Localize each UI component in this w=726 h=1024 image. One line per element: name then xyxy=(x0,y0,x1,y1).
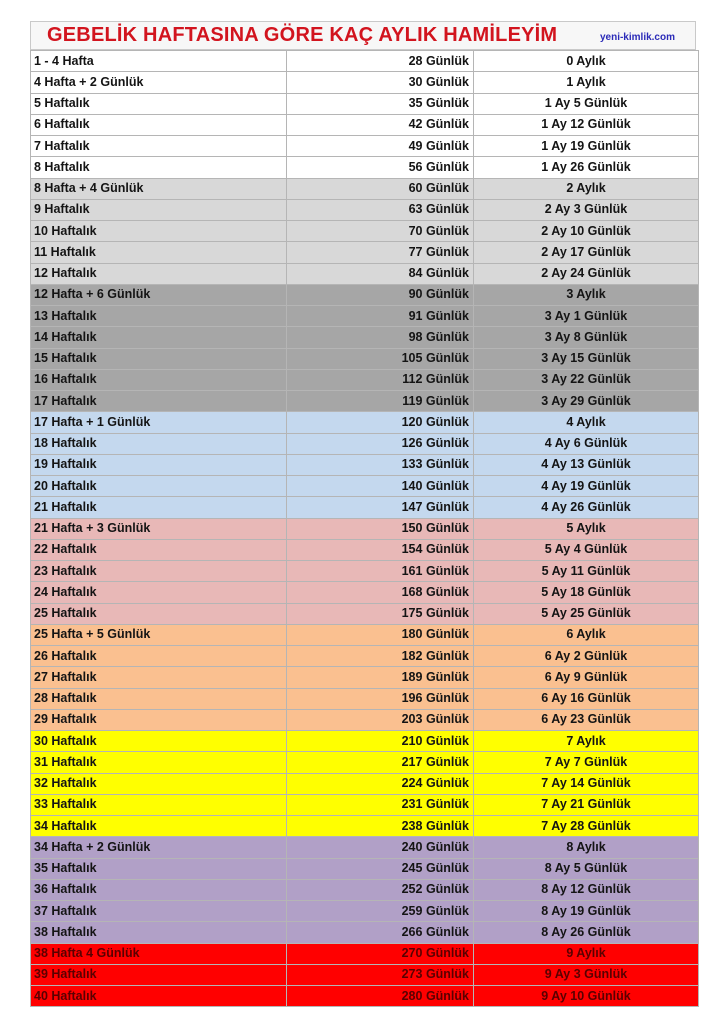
days-cell: 120 Günlük xyxy=(287,412,474,433)
table-row xyxy=(31,136,699,157)
table-title: GEBELİK HAFTASINA GÖRE KAÇ AYLIK HAMİLEYİM xyxy=(47,24,558,46)
table-row xyxy=(31,688,699,709)
months-cell: 6 Ay 16 Günlük xyxy=(474,688,699,709)
days-cell: 60 Günlük xyxy=(287,178,474,199)
days-cell: 224 Günlük xyxy=(287,773,474,794)
table-row xyxy=(31,667,699,688)
days-cell: 119 Günlük xyxy=(287,391,474,412)
table-row xyxy=(31,199,699,220)
week-cell: 15 Haftalık xyxy=(31,348,287,369)
week-cell: 13 Haftalık xyxy=(31,306,287,327)
table-row xyxy=(31,412,699,433)
months-cell: 1 Ay 5 Günlük xyxy=(474,93,699,114)
week-cell: 32 Haftalık xyxy=(31,773,287,794)
table-row xyxy=(31,922,699,943)
days-cell: 42 Günlük xyxy=(287,114,474,135)
table-row xyxy=(31,964,699,985)
week-cell: 34 Haftalık xyxy=(31,816,287,837)
week-cell: 20 Haftalık xyxy=(31,476,287,497)
days-cell: 180 Günlük xyxy=(287,624,474,645)
table-row xyxy=(31,858,699,879)
months-cell: 7 Ay 21 Günlük xyxy=(474,794,699,815)
week-cell: 5 Haftalık xyxy=(31,93,287,114)
week-cell: 38 Hafta 4 Günlük xyxy=(31,943,287,964)
week-cell: 23 Haftalık xyxy=(31,561,287,582)
days-cell: 154 Günlük xyxy=(287,539,474,560)
months-cell: 8 Ay 19 Günlük xyxy=(474,901,699,922)
week-cell: 19 Haftalık xyxy=(31,454,287,475)
week-cell: 7 Haftalık xyxy=(31,136,287,157)
months-cell: 7 Ay 7 Günlük xyxy=(474,752,699,773)
days-cell: 168 Günlük xyxy=(287,582,474,603)
months-cell: 2 Ay 10 Günlük xyxy=(474,221,699,242)
table-row xyxy=(31,901,699,922)
table-row xyxy=(31,306,699,327)
months-cell: 9 Ay 10 Günlük xyxy=(474,986,699,1007)
days-cell: 189 Günlük xyxy=(287,667,474,688)
table-row xyxy=(31,646,699,667)
months-cell: 3 Aylık xyxy=(474,284,699,305)
days-cell: 161 Günlük xyxy=(287,561,474,582)
table-header xyxy=(30,21,696,50)
months-cell: 8 Ay 12 Günlük xyxy=(474,879,699,900)
months-cell: 3 Ay 8 Günlük xyxy=(474,327,699,348)
week-cell: 28 Haftalık xyxy=(31,688,287,709)
days-cell: 35 Günlük xyxy=(287,93,474,114)
months-cell: 1 Ay 26 Günlük xyxy=(474,157,699,178)
table-row xyxy=(31,582,699,603)
week-cell: 31 Haftalık xyxy=(31,752,287,773)
table-row xyxy=(31,709,699,730)
table-row xyxy=(31,157,699,178)
months-cell: 1 Aylık xyxy=(474,72,699,93)
week-cell: 21 Hafta + 3 Günlük xyxy=(31,518,287,539)
table-row xyxy=(31,752,699,773)
months-cell: 6 Ay 23 Günlük xyxy=(474,709,699,730)
days-cell: 70 Günlük xyxy=(287,221,474,242)
table-row xyxy=(31,454,699,475)
months-cell: 3 Ay 1 Günlük xyxy=(474,306,699,327)
week-cell: 6 Haftalık xyxy=(31,114,287,135)
days-cell: 77 Günlük xyxy=(287,242,474,263)
table-row xyxy=(31,242,699,263)
months-cell: 0 Aylık xyxy=(474,51,699,72)
table-row xyxy=(31,624,699,645)
days-cell: 91 Günlük xyxy=(287,306,474,327)
week-cell: 25 Hafta + 5 Günlük xyxy=(31,624,287,645)
table-row xyxy=(31,369,699,390)
days-cell: 252 Günlük xyxy=(287,879,474,900)
table-row xyxy=(31,794,699,815)
days-cell: 63 Günlük xyxy=(287,199,474,220)
pregnancy-week-table xyxy=(30,50,699,1007)
days-cell: 150 Günlük xyxy=(287,518,474,539)
week-cell: 11 Haftalık xyxy=(31,242,287,263)
days-cell: 210 Günlük xyxy=(287,731,474,752)
table-row xyxy=(31,539,699,560)
days-cell: 280 Günlük xyxy=(287,986,474,1007)
days-cell: 238 Günlük xyxy=(287,816,474,837)
table-row xyxy=(31,221,699,242)
months-cell: 8 Ay 5 Günlük xyxy=(474,858,699,879)
table-row xyxy=(31,518,699,539)
week-cell: 34 Hafta + 2 Günlük xyxy=(31,837,287,858)
week-cell: 16 Haftalık xyxy=(31,369,287,390)
months-cell: 6 Ay 2 Günlük xyxy=(474,646,699,667)
months-cell: 9 Ay 3 Günlük xyxy=(474,964,699,985)
days-cell: 133 Günlük xyxy=(287,454,474,475)
months-cell: 8 Ay 26 Günlük xyxy=(474,922,699,943)
months-cell: 3 Ay 15 Günlük xyxy=(474,348,699,369)
week-cell: 17 Haftalık xyxy=(31,391,287,412)
days-cell: 126 Günlük xyxy=(287,433,474,454)
days-cell: 203 Günlük xyxy=(287,709,474,730)
week-cell: 27 Haftalık xyxy=(31,667,287,688)
months-cell: 1 Ay 12 Günlük xyxy=(474,114,699,135)
days-cell: 112 Günlük xyxy=(287,369,474,390)
months-cell: 3 Ay 22 Günlük xyxy=(474,369,699,390)
months-cell: 2 Ay 3 Günlük xyxy=(474,199,699,220)
table-row xyxy=(31,603,699,624)
days-cell: 105 Günlük xyxy=(287,348,474,369)
week-cell: 24 Haftalık xyxy=(31,582,287,603)
table-row xyxy=(31,263,699,284)
months-cell: 1 Ay 19 Günlük xyxy=(474,136,699,157)
table-row xyxy=(31,391,699,412)
days-cell: 98 Günlük xyxy=(287,327,474,348)
months-cell: 8 Aylık xyxy=(474,837,699,858)
week-cell: 25 Haftalık xyxy=(31,603,287,624)
days-cell: 217 Günlük xyxy=(287,752,474,773)
months-cell: 2 Aylık xyxy=(474,178,699,199)
days-cell: 90 Günlük xyxy=(287,284,474,305)
table-row xyxy=(31,816,699,837)
week-cell: 9 Haftalık xyxy=(31,199,287,220)
months-cell: 6 Aylık xyxy=(474,624,699,645)
days-cell: 266 Günlük xyxy=(287,922,474,943)
table-row xyxy=(31,943,699,964)
days-cell: 245 Günlük xyxy=(287,858,474,879)
week-cell: 21 Haftalık xyxy=(31,497,287,518)
table-row xyxy=(31,178,699,199)
months-cell: 4 Aylık xyxy=(474,412,699,433)
days-cell: 147 Günlük xyxy=(287,497,474,518)
week-cell: 38 Haftalık xyxy=(31,922,287,943)
table-body xyxy=(31,51,699,1007)
table-row xyxy=(31,476,699,497)
week-cell: 40 Haftalık xyxy=(31,986,287,1007)
days-cell: 56 Günlük xyxy=(287,157,474,178)
week-cell: 35 Haftalık xyxy=(31,858,287,879)
table-row xyxy=(31,93,699,114)
week-cell: 12 Haftalık xyxy=(31,263,287,284)
months-cell: 5 Ay 18 Günlük xyxy=(474,582,699,603)
days-cell: 231 Günlük xyxy=(287,794,474,815)
days-cell: 140 Günlük xyxy=(287,476,474,497)
months-cell: 9 Aylık xyxy=(474,943,699,964)
week-cell: 29 Haftalık xyxy=(31,709,287,730)
table-row xyxy=(31,72,699,93)
table-row xyxy=(31,284,699,305)
week-cell: 33 Haftalık xyxy=(31,794,287,815)
months-cell: 5 Ay 11 Günlük xyxy=(474,561,699,582)
week-cell: 14 Haftalık xyxy=(31,327,287,348)
days-cell: 240 Günlük xyxy=(287,837,474,858)
table-row xyxy=(31,497,699,518)
table-row xyxy=(31,51,699,72)
days-cell: 84 Günlük xyxy=(287,263,474,284)
week-cell: 26 Haftalık xyxy=(31,646,287,667)
days-cell: 182 Günlük xyxy=(287,646,474,667)
days-cell: 28 Günlük xyxy=(287,51,474,72)
months-cell: 7 Ay 14 Günlük xyxy=(474,773,699,794)
week-cell: 1 - 4 Hafta xyxy=(31,51,287,72)
months-cell: 7 Ay 28 Günlük xyxy=(474,816,699,837)
week-cell: 18 Haftalık xyxy=(31,433,287,454)
months-cell: 5 Ay 4 Günlük xyxy=(474,539,699,560)
days-cell: 259 Günlük xyxy=(287,901,474,922)
months-cell: 2 Ay 24 Günlük xyxy=(474,263,699,284)
days-cell: 196 Günlük xyxy=(287,688,474,709)
week-cell: 22 Haftalık xyxy=(31,539,287,560)
table-row xyxy=(31,837,699,858)
table-row xyxy=(31,731,699,752)
week-cell: 36 Haftalık xyxy=(31,879,287,900)
week-cell: 10 Haftalık xyxy=(31,221,287,242)
months-cell: 4 Ay 13 Günlük xyxy=(474,454,699,475)
table-row xyxy=(31,773,699,794)
months-cell: 5 Ay 25 Günlük xyxy=(474,603,699,624)
months-cell: 6 Ay 9 Günlük xyxy=(474,667,699,688)
table-row xyxy=(31,561,699,582)
week-cell: 8 Haftalık xyxy=(31,157,287,178)
days-cell: 175 Günlük xyxy=(287,603,474,624)
week-cell: 8 Hafta + 4 Günlük xyxy=(31,178,287,199)
site-watermark: yeni-kimlik.com xyxy=(599,32,675,43)
table-row xyxy=(31,114,699,135)
table-row xyxy=(31,433,699,454)
week-cell: 39 Haftalık xyxy=(31,964,287,985)
months-cell: 3 Ay 29 Günlük xyxy=(474,391,699,412)
week-cell: 37 Haftalık xyxy=(31,901,287,922)
pregnancy-table-sheet xyxy=(30,21,696,1007)
week-cell: 17 Hafta + 1 Günlük xyxy=(31,412,287,433)
table-row xyxy=(31,348,699,369)
months-cell: 5 Aylık xyxy=(474,518,699,539)
days-cell: 270 Günlük xyxy=(287,943,474,964)
days-cell: 30 Günlük xyxy=(287,72,474,93)
table-row xyxy=(31,327,699,348)
months-cell: 4 Ay 6 Günlük xyxy=(474,433,699,454)
table-row xyxy=(31,986,699,1007)
months-cell: 4 Ay 26 Günlük xyxy=(474,497,699,518)
months-cell: 7 Aylık xyxy=(474,731,699,752)
days-cell: 273 Günlük xyxy=(287,964,474,985)
week-cell: 30 Haftalık xyxy=(31,731,287,752)
months-cell: 2 Ay 17 Günlük xyxy=(474,242,699,263)
week-cell: 12 Hafta + 6 Günlük xyxy=(31,284,287,305)
week-cell: 4 Hafta + 2 Günlük xyxy=(31,72,287,93)
days-cell: 49 Günlük xyxy=(287,136,474,157)
months-cell: 4 Ay 19 Günlük xyxy=(474,476,699,497)
table-row xyxy=(31,879,699,900)
